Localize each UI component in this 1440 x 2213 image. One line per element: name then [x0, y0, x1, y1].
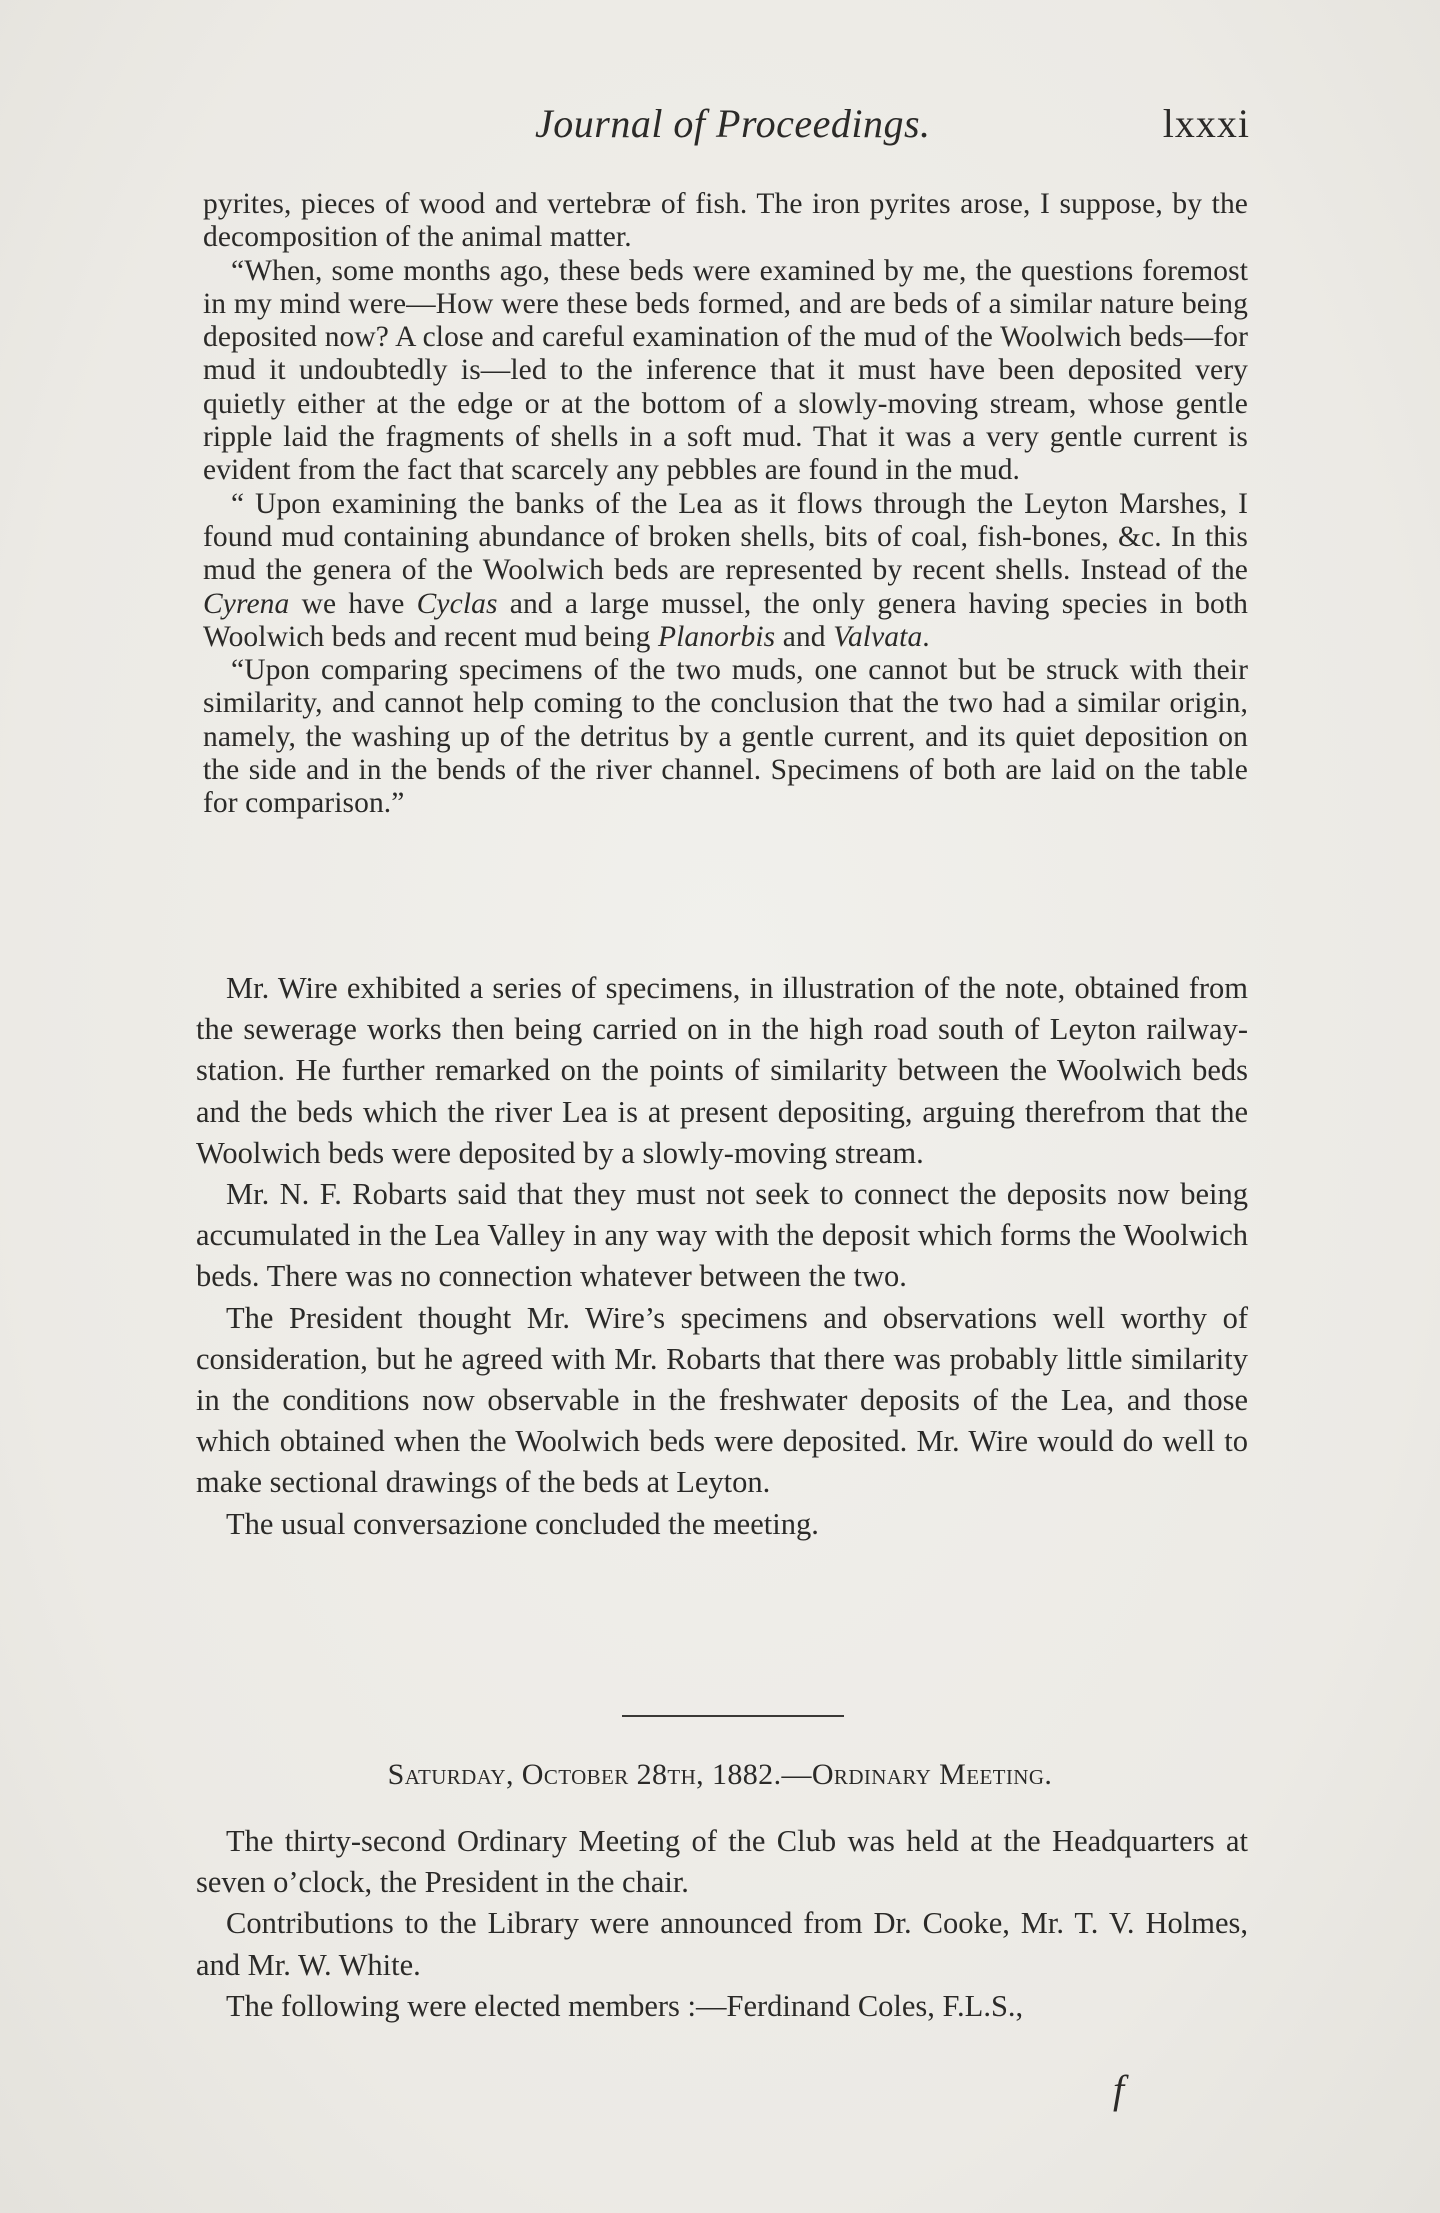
body-paragraph: The thirty-second Ordinary Meeting of the Club was held at the Headquarters at seven o’clock, the President in the chair. [196, 1824, 1248, 1900]
quote-text: we have [289, 587, 417, 620]
section-divider [622, 1715, 844, 1717]
genus-name: Cyrena [203, 587, 290, 620]
quote-text: and a large mussel, the only genera having species in both Woolwich beds and recent mud being [203, 587, 1248, 653]
quote-text: . [922, 620, 930, 653]
quote-text: and [775, 620, 834, 653]
body-paragraph: Mr. Wire exhibited a series of specimens, in illustration of the note, obtained from the sewerage works then being carried on in the high road south of Leyton railway-station. He further remarked on the points of similarity between the Woolwich beds and the beds which the river Lea is at present depositing, arguing therefrom that the Woolwich beds were deposited by a slowly-moving stream. [196, 971, 1248, 1170]
quote-paragraph [203, 488, 1248, 654]
quote-paragraph: pyrites, pieces of wood and vertebræ of fish. The iron pyrites arose, I suppose, by the decomposition of the animal matter. [203, 188, 1248, 254]
genus-name: Cyclas [416, 587, 498, 620]
page-header [200, 100, 1250, 160]
body-paragraph: Contributions to the Library were announced from Dr. Cooke, Mr. T. V. Holmes, and Mr. W. White. [196, 1906, 1248, 1982]
body-paragraph: The usual conversazione concluded the meeting. [226, 1506, 819, 1541]
body-paragraph: Mr. N. F. Robarts said that they must not seek to connect the deposits now being accumulated in the Lea Valley in any way with the deposit which forms the Woolwich beds. There was no connection whatever between the two. [196, 1177, 1248, 1294]
genus-name: Planorbis [657, 620, 776, 653]
running-title: Journal of Proceedings. [535, 101, 931, 146]
quote-text: “ Upon examining the banks of the Lea as it flows through the Leyton Marshes, I found mud containing abundance of broken shells, bits of coal, fish-bones, &c. In this mud the genera of the Woolwich beds are represented by recent shells. Instead of the [203, 487, 1248, 587]
signature-mark: f [1113, 2067, 1125, 2112]
quote-paragraph: “Upon comparing specimens of the two muds, one cannot but be struck with their similarity, and cannot help coming to the conclusion that the two had a similar origin, namely, the washing up of the detritus by a gentle current, and its quiet deposition on the side and in the bends of the river channel. Specimens of both are laid on the table for comparison.” [203, 654, 1248, 820]
discussion-section [196, 968, 1248, 1545]
quote-paragraph: “When, some months ago, these beds were examined by me, the questions foremost in my mind were—How were these beds formed, and are beds of a similar nature being deposited now? A close and careful examination of the mud of the Woolwich beds—for mud it undoubtedly is—led to the inference that it must have been deposited very quietly either at the edge or at the bottom of a slowly-moving stream, whose gentle ripple laid the fragments of shells in a soft mud. That it was a very gentle current is evident from the fact that scarcely any pebbles are found in the mud. [203, 254, 1248, 487]
quoted-note [203, 188, 1248, 821]
meeting-heading: Saturday, October 28th, 1882.—Ordinary Meeting. [387, 1758, 1053, 1791]
body-paragraph: The following were elected members :—Ferdinand Coles, F.L.S., [226, 1988, 1024, 2023]
meeting-section [196, 1821, 1248, 2027]
body-paragraph: The President thought Mr. Wire’s specimens and observations well worthy of consideration, but he agreed with Mr. Robarts that there was probably little similarity in the conditions now observable in the freshwater deposits of the Lea, and those which obtained when the Woolwich beds were deposited. Mr. Wire would do well to make sectional drawings of the beds at Leyton. [196, 1300, 1248, 1500]
page-number: lxxxi [1162, 101, 1250, 146]
genus-name: Valvata [833, 620, 923, 653]
